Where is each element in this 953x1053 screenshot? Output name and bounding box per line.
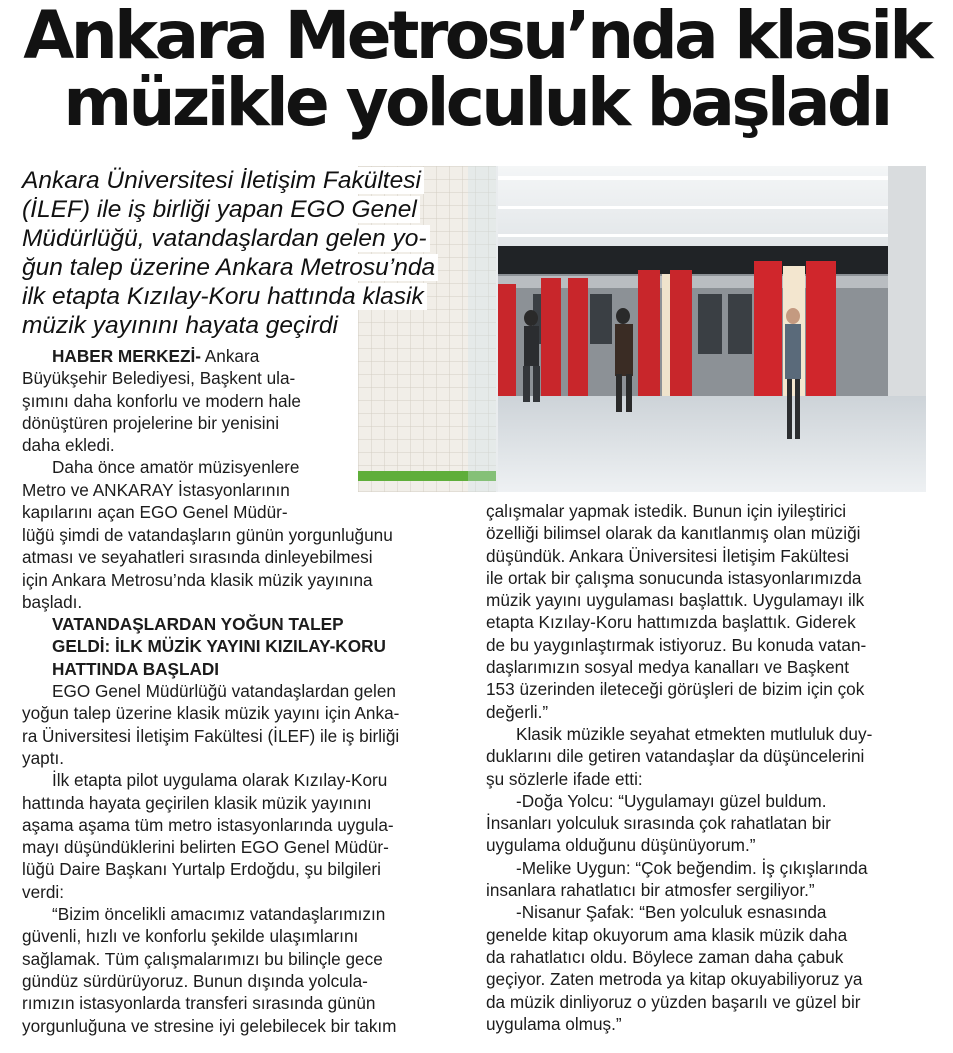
- text-line: yaptı.: [22, 747, 65, 768]
- text-line: güvenli, hızlı ve konforlu şekilde ulaşımlarını: [22, 926, 359, 947]
- headline-line-2: müzikle yolculuk başladı: [63, 64, 890, 141]
- text-line: verdi:: [22, 881, 65, 902]
- text-line: Metro ve ANKARAY İstasyonlarının: [22, 479, 290, 500]
- text-line: hattında hayata geçirilen klasik müzik yayınını: [22, 792, 372, 813]
- quote-line: uygulama olmuş.”: [486, 1013, 622, 1034]
- headline-line-1: Ankara Metrosu’nda klasik: [23, 0, 930, 74]
- text-line: dönüştüren projelerine bir yenisini: [22, 412, 280, 433]
- lead-line: Müdürlüğü, vatandaşlardan gelen yo-: [20, 225, 430, 252]
- text-line: daha ekledi.: [22, 435, 115, 456]
- text-line: mayı düşündüklerini belirten EGO Genel Müdür-: [22, 837, 389, 858]
- text-line: Büyükşehir Belediyesi, Başkent ula-: [22, 368, 296, 389]
- text-line: Daha önce amatör müzisyenlere: [52, 457, 300, 478]
- quote-line: da rahatlatıcı oldu. Böylece zaman daha çabuk: [486, 946, 844, 967]
- text-line: şımını daha konforlu ve modern hale: [22, 390, 301, 411]
- text-line: İlk etapta pilot uygulama olarak Kızılay-Koru: [52, 770, 388, 791]
- text-line: ra Üniversitesi İletişim Fakültesi (İLEF) ile iş birliği: [22, 725, 400, 746]
- text-line: lüğü Daire Başkanı Yurtalp Erdoğdu, şu bilgileri: [22, 859, 381, 880]
- subheading-line: HATTINDA BAŞLADI: [52, 658, 220, 679]
- lead-line: ilk etapta Kızılay-Koru hattında klasik: [20, 283, 427, 310]
- text-line: EGO Genel Müdürlüğü vatandaşlardan gelen: [52, 681, 396, 702]
- quote-line: insanlara rahatlatıcı bir atmosfer sergiliyor.”: [486, 880, 815, 901]
- quote-line: -Melike Uygun: “Çok beğendim. İş çıkışlarında: [516, 857, 868, 878]
- text-line: değerli.”: [486, 701, 549, 722]
- text-line: duklarını dile getiren vatandaşlar da düşüncelerini: [486, 746, 865, 767]
- subheading-line: GELDİ: İLK MÜZİK YAYINI KIZILAY-KORU: [52, 636, 386, 657]
- lead-line: (İLEF) ile iş birliği yapan EGO Genel: [20, 196, 420, 223]
- text-line: rımızın istasyonlarda transferi sırasında günün: [22, 993, 376, 1014]
- text-line: çalışmalar yapmak istedik. Bunun için iyileştirici: [486, 501, 847, 521]
- lead-paragraph: [20, 166, 490, 340]
- quote-line: da müzik dinliyoruz o yüzden başarılı ve güzel bir: [486, 991, 861, 1012]
- lead-line: ğun talep üzerine Ankara Metrosu’nda: [20, 254, 438, 281]
- text-line: şu sözlerle ifade etti:: [486, 768, 643, 789]
- text-line: 153 üzerinden ileteceği görüşleri de bizim için çok: [486, 679, 865, 700]
- text-line: Klasik müzikle seyahat etmekten mutluluk duy-: [516, 723, 873, 744]
- text-line: ile ortak bir çalışma sonucunda istasyonlarımızda: [486, 567, 862, 588]
- subheading-line: VATANDAŞLARDAN YOĞUN TALEP: [52, 614, 344, 635]
- text-line: yoğun talep üzerine klasik müzik yayını için Anka-: [22, 703, 400, 724]
- text-line: sağlamak. Tüm çalışmalarımızı bu bilinçle gece: [22, 948, 383, 969]
- intro-paragraph: [22, 345, 342, 367]
- text-line: düşündük. Ankara Üniversitesi İletişim Fakültesi: [486, 545, 850, 566]
- text-line: başladı.: [22, 591, 83, 612]
- text-line: müzik yayını uygulaması başlattık. Uygulamayı ilk: [486, 590, 865, 611]
- text-line: atması ve seyahatleri sırasında dinleyebilmesi: [22, 547, 373, 568]
- quote-line: genelde kitap okuyorum ama klasik müzik daha: [486, 924, 848, 945]
- dateline: HABER MERKEZİ-: [52, 346, 201, 366]
- text-line: Ankara: [200, 346, 260, 366]
- text-line: lüğü şimdi de vatandaşların günün yorgunluğunu: [22, 525, 393, 545]
- text-line: kapılarını açan EGO Genel Müdür-: [22, 502, 288, 523]
- article-column-1-narrow: [22, 345, 342, 523]
- quote-line: İnsanları yolculuk sırasında çok rahatlatan bir: [486, 813, 831, 834]
- text-line: aşama aşama tüm metro istasyonlarında uygula-: [22, 814, 394, 835]
- text-line: için Ankara Metrosu’nda klasik müzik yayınına: [22, 569, 373, 590]
- quote-line: -Doğa Yolcu: “Uygulamayı güzel buldum.: [516, 790, 827, 811]
- article-column-2: [486, 500, 928, 1035]
- text-line: daşlarımızın sosyal medya kanalları ve Başkent: [486, 657, 850, 678]
- text-line: “Bizim öncelikli amacımız vatandaşlarımızın: [52, 904, 386, 925]
- text-line: de bu yaygınlaştırmak istiyoruz. Bu konuda vatan-: [486, 634, 867, 655]
- quote-line: uygulama olduğunu düşünüyorum.”: [486, 835, 756, 856]
- quote-line: geçiyor. Zaten metroda ya kitap okuyabiliyoruz ya: [486, 969, 863, 990]
- lead-line: müzik yayınını hayata geçirdi: [20, 312, 341, 339]
- text-line: etapta Kızılay-Koru hattımızda başlattık. Giderek: [486, 612, 856, 633]
- quote-line: -Nisanur Şafak: “Ben yolculuk esnasında: [516, 902, 827, 923]
- text-line: özelliği bilimsel olarak da kanıtlanmış olan müziği: [486, 523, 861, 544]
- article-column-1: [22, 524, 467, 1037]
- text-line: yorgunluğuna ve stresine iyi gelebilecek bir takım: [22, 1015, 397, 1036]
- text-line: gündüz sürdürüyoruz. Bunun dışında yolcula-: [22, 970, 368, 991]
- lead-line: Ankara Üniversitesi İletişim Fakültesi: [20, 167, 424, 194]
